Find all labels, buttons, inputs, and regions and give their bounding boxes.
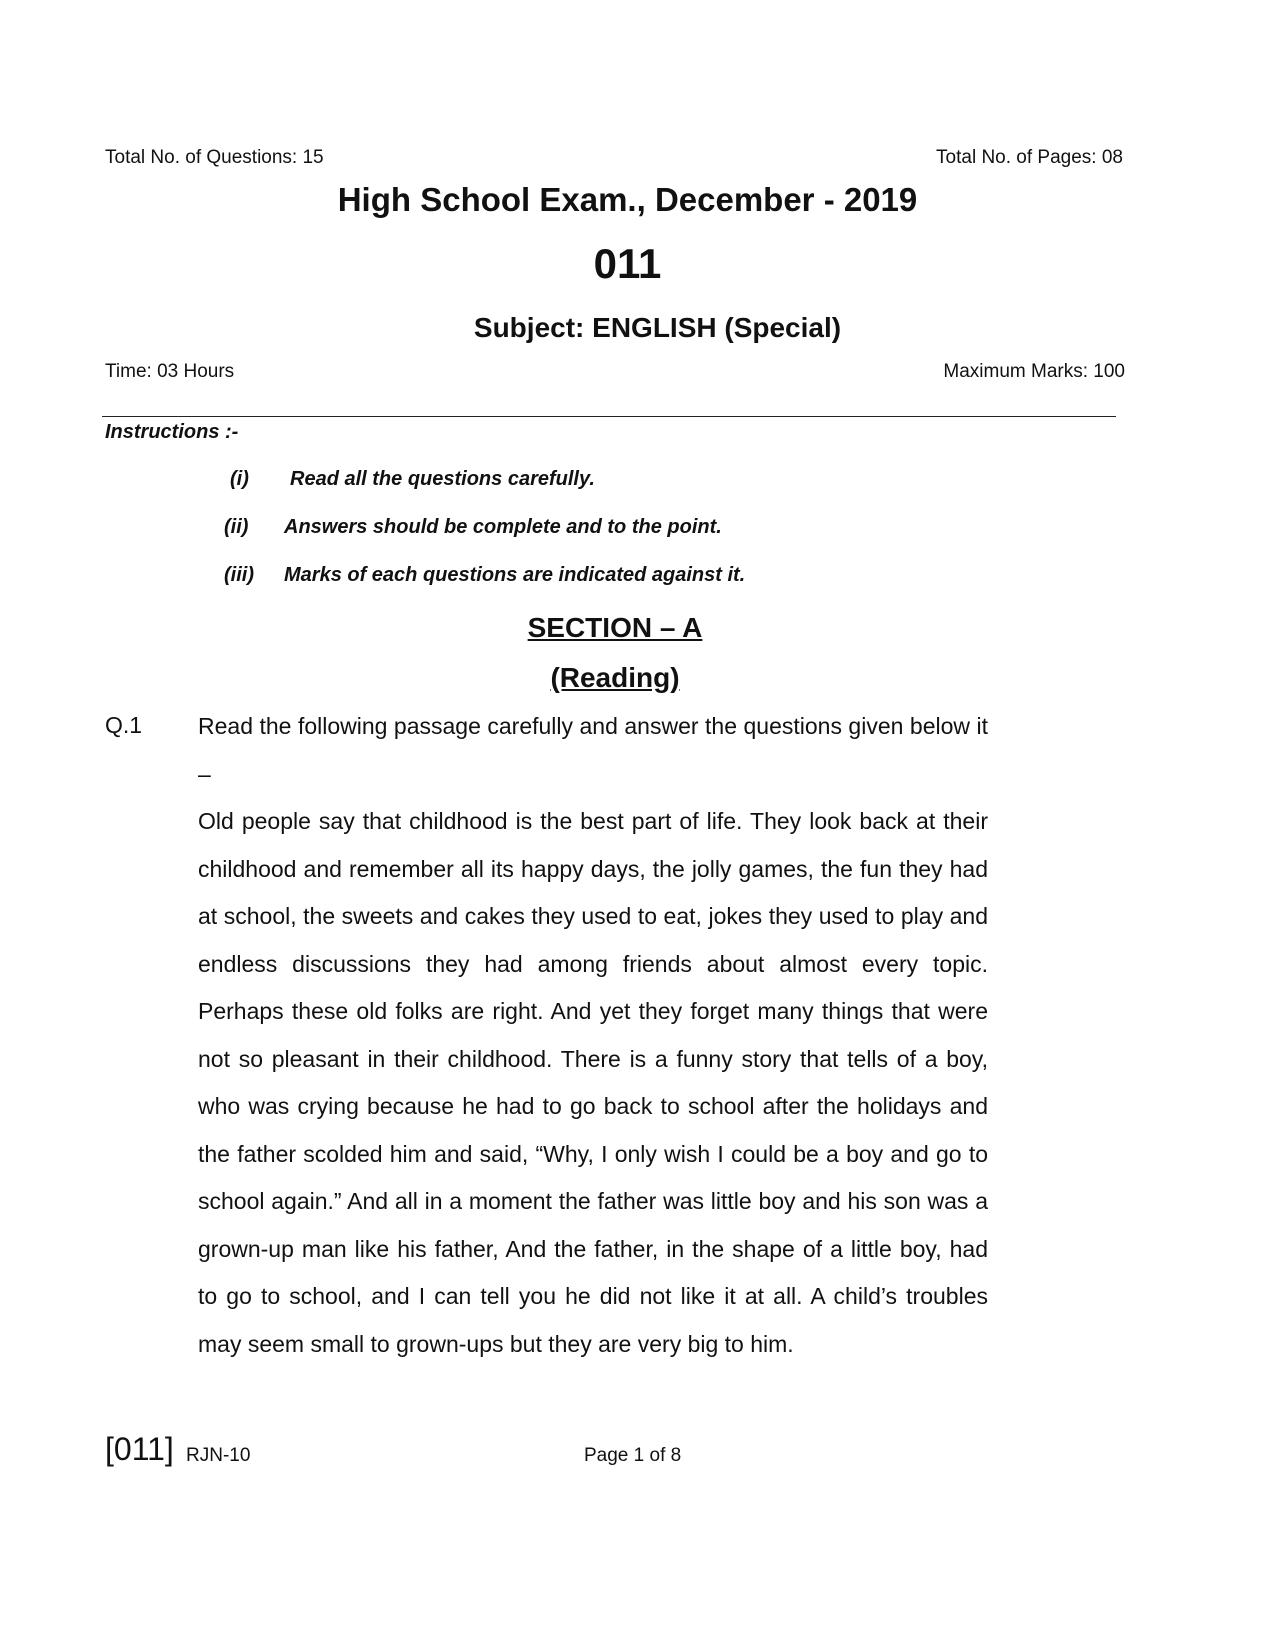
instruction-text: Answers should be complete and to the point. [284, 516, 722, 538]
instruction-item [0, 468, 1275, 494]
page-number: Page 1 of 8 [584, 1445, 682, 1466]
question-prompt: Read the following passage carefully and answer the questions given below it – [198, 713, 988, 787]
reading-passage: Old people say that childhood is the best part of life. They look back at their childhood and remember all its happy days, the jolly games, the fun they had at school, the sweets and cakes they used to eat, jokes they used to play and endless discussions they had among friends about almost every topic. Perhaps these old folks are right. And yet they forget many things that were not so pleasant in their childhood. There is a funny story that tells of a boy, who was crying because he had to go back to school after the holidays and the father scolded him and said, “Why, I only wish I could be a boy and go to school again.” And all in a moment the father was little boy and his son was a grown-up man like his father, And the father, in the shape of a little boy, had to go to school, and I can tell you he did not like it at all. A child’s troubles may seem small to grown-ups but they are very big to him. [198, 808, 988, 1357]
footer-paper-code: [011] [105, 1431, 174, 1467]
instruction-item [0, 516, 1275, 542]
section-subtitle: (Reading) [550, 662, 680, 693]
instruction-number: (ii) [224, 516, 249, 538]
header-divider [102, 416, 1116, 417]
time-allowed: Time: 03 Hours [105, 361, 235, 382]
question-number: Q.1 [105, 712, 143, 738]
exam-title: High School Exam., December - 2019 [337, 181, 918, 218]
total-questions: Total No. of Questions: 15 [105, 147, 324, 168]
maximum-marks: Maximum Marks: 100 [943, 361, 1125, 382]
instruction-text: Marks of each questions are indicated against it. [284, 564, 746, 586]
paper-code: 011 [593, 240, 662, 287]
instruction-text: Read all the questions carefully. [290, 468, 595, 490]
total-pages: Total No. of Pages: 08 [936, 147, 1123, 168]
footer-series: RJN-10 [186, 1445, 251, 1466]
instructions-heading: Instructions :- [105, 421, 239, 443]
instruction-item [0, 564, 1275, 590]
instruction-number: (iii) [224, 564, 254, 586]
section-title: SECTION – A [527, 612, 703, 643]
question-body [198, 703, 988, 1368]
instruction-number: (i) [230, 468, 249, 490]
subject-heading: Subject: ENGLISH (Special) [473, 312, 842, 343]
